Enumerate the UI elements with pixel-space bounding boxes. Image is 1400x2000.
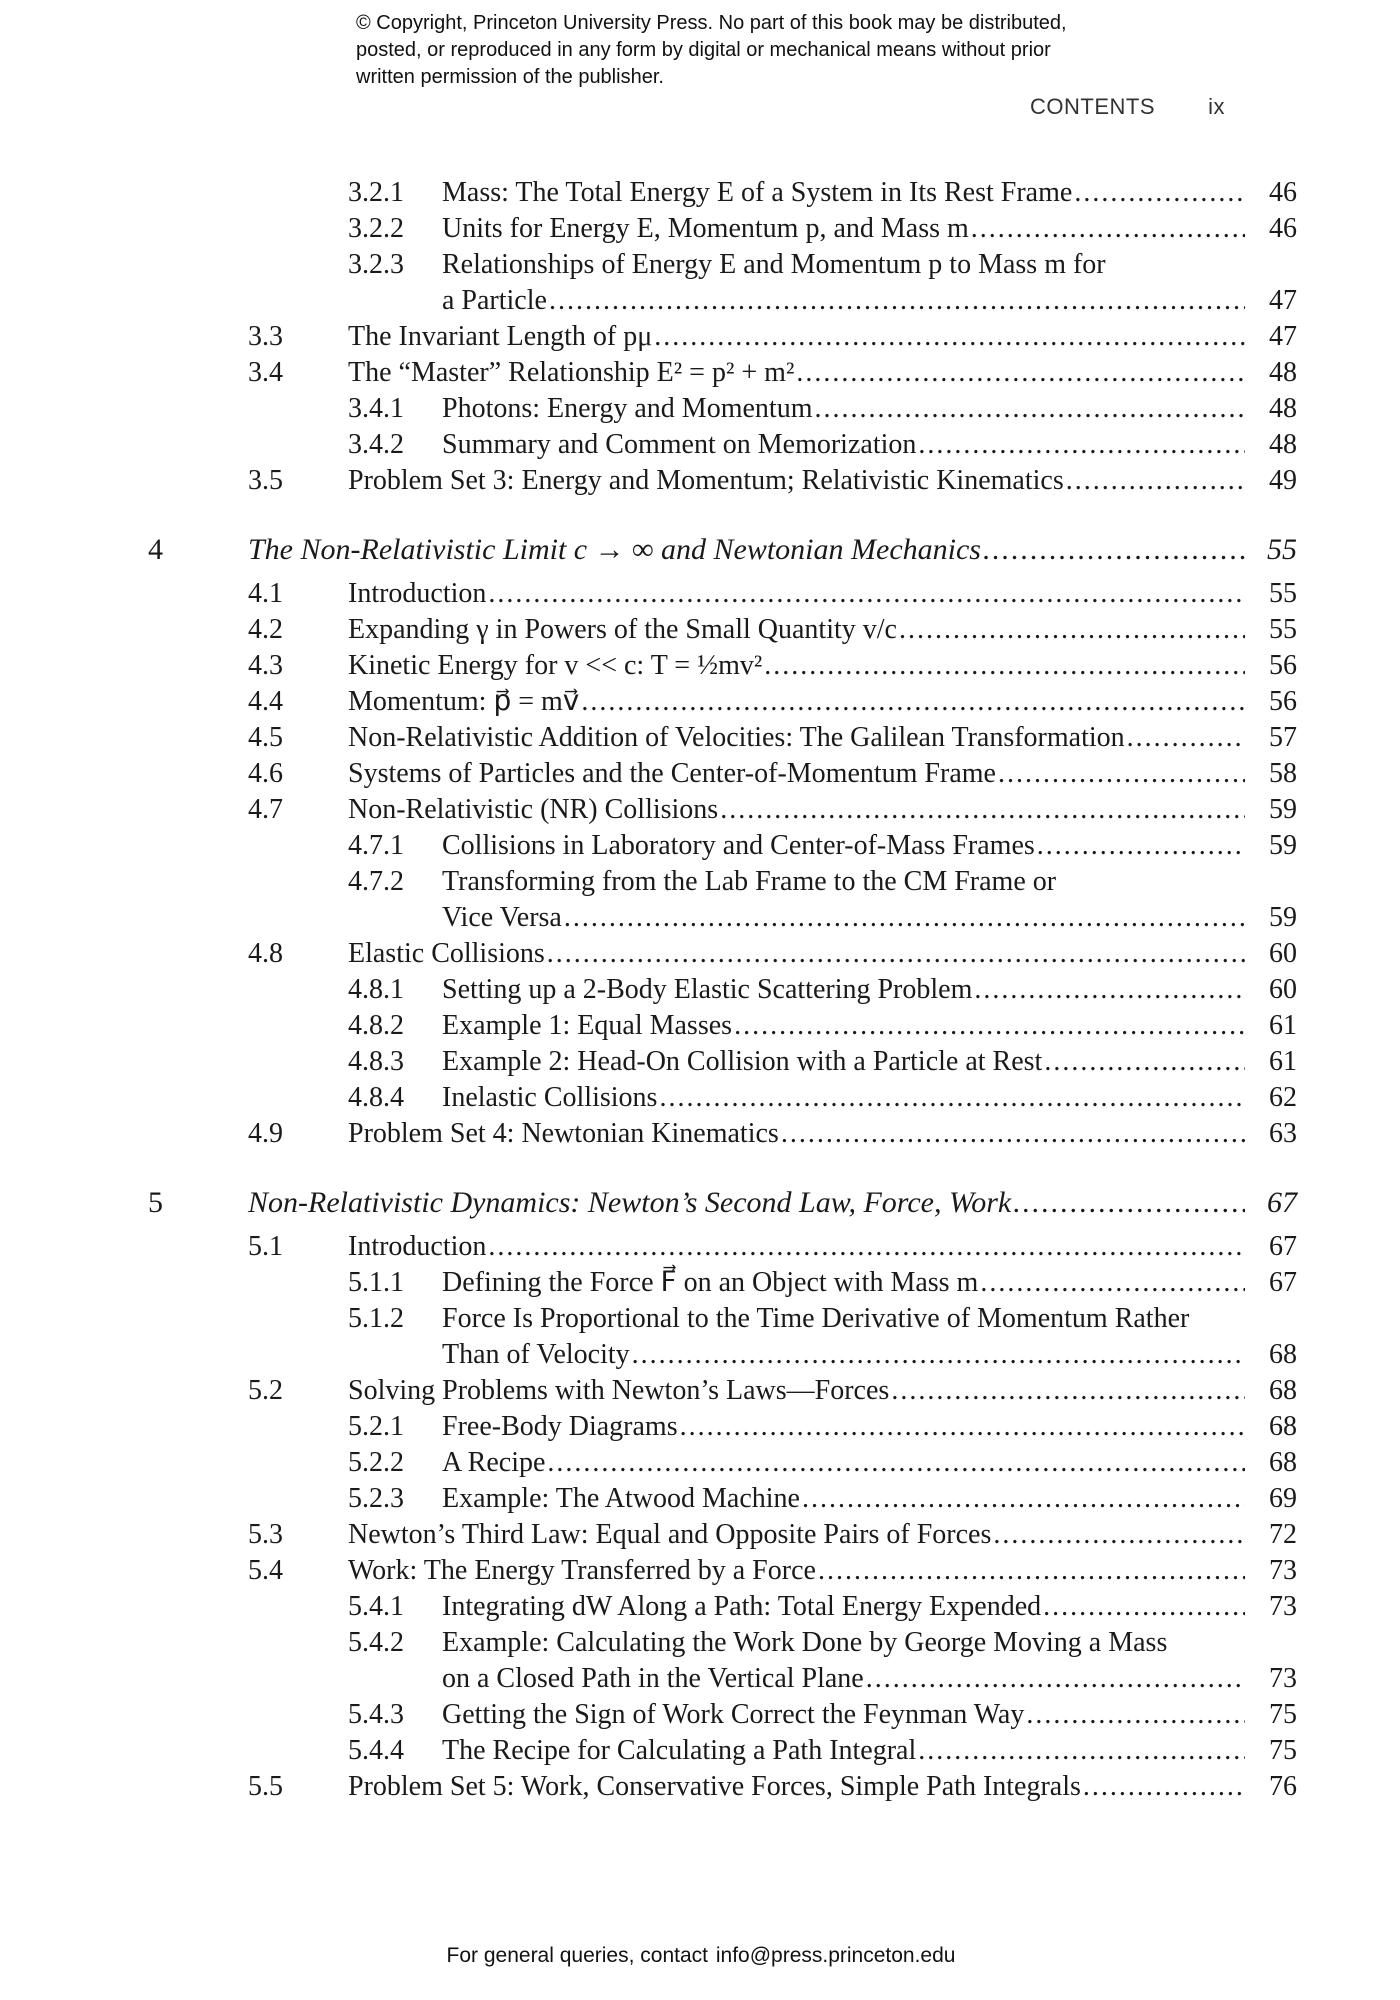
toc-entry-title: Example: The Atwood Machine bbox=[442, 1483, 800, 1514]
dot-leader bbox=[814, 391, 1245, 427]
toc-page-number: 47 bbox=[1269, 285, 1297, 316]
dot-leader bbox=[654, 319, 1245, 355]
toc-entry-number: 4.8.4 bbox=[348, 1082, 404, 1113]
toc-page-number: 69 bbox=[1269, 1483, 1297, 1514]
toc-entry-number: 5.4.3 bbox=[348, 1699, 404, 1730]
toc-entry-title: Vice Versa bbox=[442, 902, 562, 933]
dot-leader bbox=[1066, 463, 1245, 499]
toc-entry-title: The Invariant Length of pμ bbox=[348, 321, 653, 352]
dot-leader bbox=[1037, 828, 1245, 864]
toc-page-number: 60 bbox=[1269, 974, 1297, 1005]
toc-entry-title: Systems of Particles and the Center-of-Momentum Frame bbox=[348, 758, 996, 789]
toc-subsection-entry bbox=[0, 1625, 1400, 1661]
toc-entry-number: 3.2.3 bbox=[348, 249, 404, 280]
toc-entry-title: Inelastic Collisions bbox=[442, 1082, 658, 1113]
toc-entry-title-line bbox=[348, 792, 1245, 828]
dot-leader bbox=[549, 283, 1245, 319]
toc-entry-title: The Non-Relativistic Limit c → ∞ and Newtonian Mechanics bbox=[248, 533, 981, 566]
dot-leader bbox=[983, 532, 1245, 568]
toc-entry-title: Solving Problems with Newton’s Laws—Forces bbox=[348, 1375, 890, 1406]
toc-entry-number: 5.1.1 bbox=[348, 1267, 404, 1298]
toc-entry-number: 4.7.1 bbox=[348, 830, 404, 861]
toc-entry-title-line bbox=[442, 1481, 1245, 1517]
toc-entry-number: 5.2 bbox=[248, 1375, 283, 1406]
toc-page-number: 68 bbox=[1269, 1339, 1297, 1370]
toc-entry-title-line bbox=[348, 1517, 1245, 1553]
toc-page-number: 67 bbox=[1269, 1267, 1297, 1298]
toc-entry-title-line bbox=[348, 319, 1245, 355]
toc-entry-title: Momentum: p⃗ = mv⃗ bbox=[348, 686, 580, 717]
footer-email[interactable]: info@press.princeton.edu bbox=[715, 1944, 956, 1967]
toc-subsection-entry bbox=[0, 1080, 1400, 1116]
toc-page-number: 75 bbox=[1269, 1735, 1297, 1766]
copyright-notice: © Copyright, Princeton University Press. No part of this book may be distributed, posted, or reproduced in any form by digital or mechanical means without prior written permission of the publisher. bbox=[356, 12, 1067, 88]
toc-page-number: 55 bbox=[1267, 533, 1297, 566]
toc-page-number: 72 bbox=[1269, 1519, 1297, 1550]
toc-entry-title-line bbox=[348, 720, 1245, 756]
toc-entry-title-line bbox=[348, 648, 1245, 684]
toc-page-number: 61 bbox=[1269, 1010, 1297, 1041]
toc-page-number: 46 bbox=[1269, 177, 1297, 208]
toc-page-number: 73 bbox=[1269, 1591, 1297, 1622]
toc-entry-number: 4.8.3 bbox=[348, 1046, 404, 1077]
toc-page-number: 68 bbox=[1269, 1411, 1297, 1442]
toc-page-number: 48 bbox=[1269, 357, 1297, 388]
toc-chapter-entry bbox=[0, 1185, 1400, 1221]
toc-entry-title: Non-Relativistic Dynamics: Newton’s Second Law, Force, Work bbox=[248, 1186, 1012, 1219]
dot-leader bbox=[980, 1265, 1245, 1301]
toc-entry-number: 5.2.2 bbox=[348, 1447, 404, 1478]
toc-section-entry bbox=[0, 463, 1400, 499]
toc-section-entry bbox=[0, 936, 1400, 972]
toc-entry-title: Units for Energy E, Momentum p, and Mass m bbox=[442, 213, 969, 244]
toc-subsection-entry bbox=[0, 1589, 1400, 1625]
toc-entry-title: Integrating dW Along a Path: Total Energy Expended bbox=[442, 1591, 1042, 1622]
toc-section-entry bbox=[0, 1769, 1400, 1805]
toc-entry-number: 5 bbox=[148, 1186, 163, 1219]
toc-entry-title-line bbox=[348, 1116, 1245, 1152]
toc-entry-number: 4.8.2 bbox=[348, 1010, 404, 1041]
toc-entry-title: Problem Set 4: Newtonian Kinematics bbox=[348, 1118, 779, 1149]
toc-entry-number: 3.4.2 bbox=[348, 429, 404, 460]
toc-entry-title-line bbox=[442, 247, 1245, 283]
dot-leader bbox=[1013, 1185, 1245, 1221]
toc-subsection-entry bbox=[0, 1301, 1400, 1337]
toc-entry-title: Introduction bbox=[348, 578, 487, 609]
running-head-page-number: ix bbox=[1208, 94, 1225, 119]
toc-entry-title-line bbox=[442, 1445, 1245, 1481]
toc-entry-number: 4.7.2 bbox=[348, 866, 404, 897]
dot-leader bbox=[547, 1445, 1245, 1481]
toc-subsection-entry bbox=[0, 1265, 1400, 1301]
toc-page-number: 58 bbox=[1269, 758, 1297, 789]
toc-section-entry bbox=[0, 684, 1400, 720]
toc-subsection-entry bbox=[0, 1733, 1400, 1769]
dot-leader bbox=[796, 355, 1245, 391]
toc-entry-number: 5.4.2 bbox=[348, 1627, 404, 1658]
toc-entry-title: Elastic Collisions bbox=[348, 938, 545, 969]
toc-entry-number: 4.8.1 bbox=[348, 974, 404, 1005]
toc-entry-title-line bbox=[348, 1769, 1245, 1805]
toc-section-entry bbox=[0, 792, 1400, 828]
toc-entry-title: Problem Set 5: Work, Conservative Forces, Simple Path Integrals bbox=[348, 1771, 1081, 1802]
toc-page-number: 49 bbox=[1269, 465, 1297, 496]
toc-section-entry bbox=[0, 319, 1400, 355]
toc-entry-title: Work: The Energy Transferred by a Force bbox=[348, 1555, 816, 1586]
toc-page-number: 73 bbox=[1269, 1555, 1297, 1586]
dot-leader bbox=[866, 1661, 1245, 1697]
toc-entry-number: 4.3 bbox=[248, 650, 283, 681]
toc-subsection-entry bbox=[0, 864, 1400, 900]
toc-page-number: 46 bbox=[1269, 213, 1297, 244]
toc-entry-title: Non-Relativistic Addition of Velocities: The Galilean Transformation bbox=[348, 722, 1125, 753]
toc-entry-title: Summary and Comment on Memorization bbox=[442, 429, 917, 460]
toc-entry-title-line bbox=[442, 828, 1245, 864]
toc-page-number: 47 bbox=[1269, 321, 1297, 352]
toc-page-number: 59 bbox=[1269, 830, 1297, 861]
toc-entry-title: A Recipe bbox=[442, 1447, 546, 1478]
toc-entry-title: The Recipe for Calculating a Path Integral bbox=[442, 1735, 917, 1766]
toc-entry-title-line bbox=[348, 576, 1245, 612]
toc-page-number: 55 bbox=[1269, 614, 1297, 645]
toc-entry-title-line bbox=[348, 1229, 1245, 1265]
dot-leader bbox=[1083, 1769, 1245, 1805]
dot-leader bbox=[488, 576, 1245, 612]
dot-leader bbox=[993, 1517, 1245, 1553]
dot-leader bbox=[802, 1481, 1245, 1517]
toc-subsection-entry bbox=[0, 828, 1400, 864]
toc-section-entry bbox=[0, 756, 1400, 792]
toc-entry-title-line bbox=[442, 1044, 1245, 1080]
toc-subsection-entry bbox=[0, 1409, 1400, 1445]
toc-entry-title: Force Is Proportional to the Time Derivative of Momentum Rather bbox=[442, 1303, 1190, 1334]
toc-entry-title-line bbox=[348, 355, 1245, 391]
dot-leader bbox=[781, 1116, 1245, 1152]
toc-entry-title-line bbox=[248, 1185, 1245, 1221]
toc-entry-title: Photons: Energy and Momentum bbox=[442, 393, 813, 424]
dot-leader bbox=[581, 684, 1245, 720]
toc-entry-number: 5.2.1 bbox=[348, 1411, 404, 1442]
toc-entry-number: 4.7 bbox=[248, 794, 283, 825]
toc-subsection-entry bbox=[0, 1697, 1400, 1733]
toc-entry-number: 3.2.2 bbox=[348, 213, 404, 244]
toc-page-number: 48 bbox=[1269, 393, 1297, 424]
toc-entry-title-line bbox=[348, 756, 1245, 792]
running-head-title: CONTENTS bbox=[1030, 94, 1155, 119]
toc-entry-title: The “Master” Relationship E² = p² + m² bbox=[348, 357, 795, 388]
toc-entry-number: 5.5 bbox=[248, 1771, 283, 1802]
toc-entry-number: 5.1.2 bbox=[348, 1303, 404, 1334]
toc-entry-number: 5.4 bbox=[248, 1555, 283, 1586]
toc-entry-title: Non-Relativistic (NR) Collisions bbox=[348, 794, 719, 825]
toc-section-entry bbox=[0, 1373, 1400, 1409]
toc-entry-title-line bbox=[348, 684, 1245, 720]
dot-leader bbox=[764, 648, 1245, 684]
toc-entry-title-line bbox=[442, 1337, 1245, 1373]
dot-leader bbox=[818, 1553, 1245, 1589]
toc-page-number: 61 bbox=[1269, 1046, 1297, 1077]
dot-leader bbox=[1127, 720, 1245, 756]
toc-entry-title-line bbox=[442, 1008, 1245, 1044]
toc-entry-title: Kinetic Energy for v << c: T = ½mv² bbox=[348, 650, 763, 681]
toc-entry-title: Transforming from the Lab Frame to the CM Frame or bbox=[442, 866, 1057, 897]
toc-entry-title-line bbox=[442, 1409, 1245, 1445]
toc-entry-title: Getting the Sign of Work Correct the Feynman Way bbox=[442, 1699, 1025, 1730]
dot-leader bbox=[1043, 1589, 1245, 1625]
dot-leader bbox=[680, 1409, 1245, 1445]
toc-page-number: 60 bbox=[1269, 938, 1297, 969]
toc-page-number: 68 bbox=[1269, 1447, 1297, 1478]
toc-section-entry bbox=[0, 1229, 1400, 1265]
toc-section-entry bbox=[0, 648, 1400, 684]
toc-entry-title: Example: Calculating the Work Done by George Moving a Mass bbox=[442, 1627, 1168, 1658]
toc-entry-title: a Particle bbox=[442, 285, 547, 316]
toc-entry-title-line bbox=[442, 175, 1245, 211]
toc-entry-number: 3.3 bbox=[248, 321, 283, 352]
dot-leader bbox=[998, 756, 1245, 792]
toc-section-entry bbox=[0, 720, 1400, 756]
dot-leader bbox=[918, 1733, 1245, 1769]
running-head bbox=[1000, 94, 1225, 124]
toc-entry-number: 4.6 bbox=[248, 758, 283, 789]
toc-entry-title: Collisions in Laboratory and Center-of-Mass Frames bbox=[442, 830, 1035, 861]
toc-page-number: 48 bbox=[1269, 429, 1297, 460]
toc-page-number: 57 bbox=[1269, 722, 1297, 753]
toc-entry-title: Expanding γ in Powers of the Small Quantity v/c bbox=[348, 614, 897, 645]
toc-page-number: 67 bbox=[1267, 1186, 1297, 1219]
toc-entry-title: Free-Body Diagrams bbox=[442, 1411, 678, 1442]
toc-section-entry bbox=[0, 1116, 1400, 1152]
toc-subsection-entry bbox=[0, 391, 1400, 427]
toc-entry-title-line bbox=[442, 864, 1245, 900]
toc-page-number: 56 bbox=[1269, 650, 1297, 681]
toc-entry-title-line bbox=[348, 463, 1245, 499]
toc-entry-continuation bbox=[0, 900, 1400, 936]
toc-entry-title-line bbox=[248, 532, 1245, 568]
toc-entry-title-line bbox=[442, 1733, 1245, 1769]
toc-entry-title-line bbox=[442, 391, 1245, 427]
toc-page-number: 67 bbox=[1269, 1231, 1297, 1262]
dot-leader bbox=[899, 612, 1245, 648]
toc-entry-title-line bbox=[348, 1373, 1245, 1409]
toc-section-entry bbox=[0, 576, 1400, 612]
toc-entry-number: 4.4 bbox=[248, 686, 283, 717]
toc-entry-number: 5.1 bbox=[248, 1231, 283, 1262]
toc-entry-title-line bbox=[442, 1301, 1245, 1337]
toc-entry-title: on a Closed Path in the Vertical Plane bbox=[442, 1663, 864, 1694]
toc-entry-title: Than of Velocity bbox=[442, 1339, 630, 1370]
toc-page-number: 59 bbox=[1269, 902, 1297, 933]
dot-leader bbox=[1074, 175, 1245, 211]
toc-entry-title-line bbox=[348, 936, 1245, 972]
toc-entry-number: 4.5 bbox=[248, 722, 283, 753]
toc-subsection-entry bbox=[0, 1008, 1400, 1044]
toc-page-number: 68 bbox=[1269, 1375, 1297, 1406]
toc-entry-number: 5.3 bbox=[248, 1519, 283, 1550]
toc-section-entry bbox=[0, 612, 1400, 648]
toc-section-entry bbox=[0, 355, 1400, 391]
toc-entry-title-line bbox=[442, 1589, 1245, 1625]
toc-entry-title: Defining the Force F⃗ on an Object with Mass m bbox=[442, 1267, 979, 1298]
toc-entry-title: Relationships of Energy E and Momentum p to Mass m for bbox=[442, 249, 1106, 280]
toc-entry-number: 4 bbox=[148, 533, 163, 566]
toc-entry-number: 4.1 bbox=[248, 578, 283, 609]
dot-leader bbox=[971, 211, 1245, 247]
toc-subsection-entry bbox=[0, 211, 1400, 247]
toc-subsection-entry bbox=[0, 1481, 1400, 1517]
toc-page-number: 56 bbox=[1269, 686, 1297, 717]
toc-entry-number: 5.4.1 bbox=[348, 1591, 404, 1622]
toc-entry-title-line bbox=[442, 1661, 1245, 1697]
toc-entry-title: Introduction bbox=[348, 1231, 487, 1262]
toc-entry-continuation bbox=[0, 1661, 1400, 1697]
dot-leader bbox=[974, 972, 1245, 1008]
toc-entry-title-line bbox=[442, 1697, 1245, 1733]
toc-page-number: 75 bbox=[1269, 1699, 1297, 1730]
toc-entry-title-line bbox=[348, 612, 1245, 648]
toc-section-entry bbox=[0, 1553, 1400, 1589]
toc-page-number: 63 bbox=[1269, 1118, 1297, 1149]
dot-leader bbox=[488, 1229, 1245, 1265]
footer bbox=[0, 1944, 1400, 1968]
dot-leader bbox=[720, 792, 1245, 828]
toc-entry-title: Newton’s Third Law: Equal and Opposite Pairs of Forces bbox=[348, 1519, 992, 1550]
toc-page-number: 76 bbox=[1269, 1771, 1297, 1802]
toc-entry-title: Setting up a 2-Body Elastic Scattering Problem bbox=[442, 974, 973, 1005]
toc-entry-number: 4.2 bbox=[248, 614, 283, 645]
dot-leader bbox=[891, 1373, 1245, 1409]
toc-entry-title-line bbox=[442, 283, 1245, 319]
toc-entry-number: 4.9 bbox=[248, 1118, 283, 1149]
toc-entry-number: 3.4.1 bbox=[348, 393, 404, 424]
toc-subsection-entry bbox=[0, 427, 1400, 463]
toc-entry-number: 3.5 bbox=[248, 465, 283, 496]
toc-page-number: 73 bbox=[1269, 1663, 1297, 1694]
toc-entry-title-line bbox=[442, 211, 1245, 247]
toc-page-number: 55 bbox=[1269, 578, 1297, 609]
toc-entry-continuation bbox=[0, 1337, 1400, 1373]
toc-entry-title-line bbox=[442, 427, 1245, 463]
dot-leader bbox=[632, 1337, 1245, 1373]
toc-entry-title: Problem Set 3: Energy and Momentum; Relativistic Kinematics bbox=[348, 465, 1064, 496]
toc-page-number: 62 bbox=[1269, 1082, 1297, 1113]
toc-entry-number: 4.8 bbox=[248, 938, 283, 969]
toc-entry-title: Example 2: Head-On Collision with a Particle at Rest bbox=[442, 1046, 1043, 1077]
dot-leader bbox=[1026, 1697, 1245, 1733]
toc-entry-number: 5.4.4 bbox=[348, 1735, 404, 1766]
toc-section-entry bbox=[0, 1517, 1400, 1553]
toc-entry-number: 5.2.3 bbox=[348, 1483, 404, 1514]
toc-page-number: 59 bbox=[1269, 794, 1297, 825]
toc-subsection-entry bbox=[0, 247, 1400, 283]
dot-leader bbox=[1044, 1044, 1245, 1080]
toc-subsection-entry bbox=[0, 175, 1400, 211]
toc-entry-number: 3.2.1 bbox=[348, 177, 404, 208]
toc-entry-title: Example 1: Equal Masses bbox=[442, 1010, 733, 1041]
dot-leader bbox=[564, 900, 1245, 936]
toc-entry-number: 3.4 bbox=[248, 357, 283, 388]
toc-entry-title-line bbox=[348, 1553, 1245, 1589]
toc-entry-title-line bbox=[442, 1265, 1245, 1301]
toc-subsection-entry bbox=[0, 972, 1400, 1008]
toc-subsection-entry bbox=[0, 1044, 1400, 1080]
dot-leader bbox=[918, 427, 1245, 463]
toc-entry-continuation bbox=[0, 283, 1400, 319]
dot-leader bbox=[547, 936, 1245, 972]
toc-entry-title-line bbox=[442, 972, 1245, 1008]
toc-chapter-entry bbox=[0, 532, 1400, 568]
dot-leader bbox=[734, 1008, 1245, 1044]
dot-leader bbox=[659, 1080, 1245, 1116]
footer-label: For general queries, contact bbox=[446, 1944, 708, 1967]
toc-entry-title-line bbox=[442, 900, 1245, 936]
toc-subsection-entry bbox=[0, 1445, 1400, 1481]
toc-entry-title: Mass: The Total Energy E of a System in Its Rest Frame bbox=[442, 177, 1073, 208]
toc-entry-title-line bbox=[442, 1625, 1245, 1661]
toc-entry-title-line bbox=[442, 1080, 1245, 1116]
